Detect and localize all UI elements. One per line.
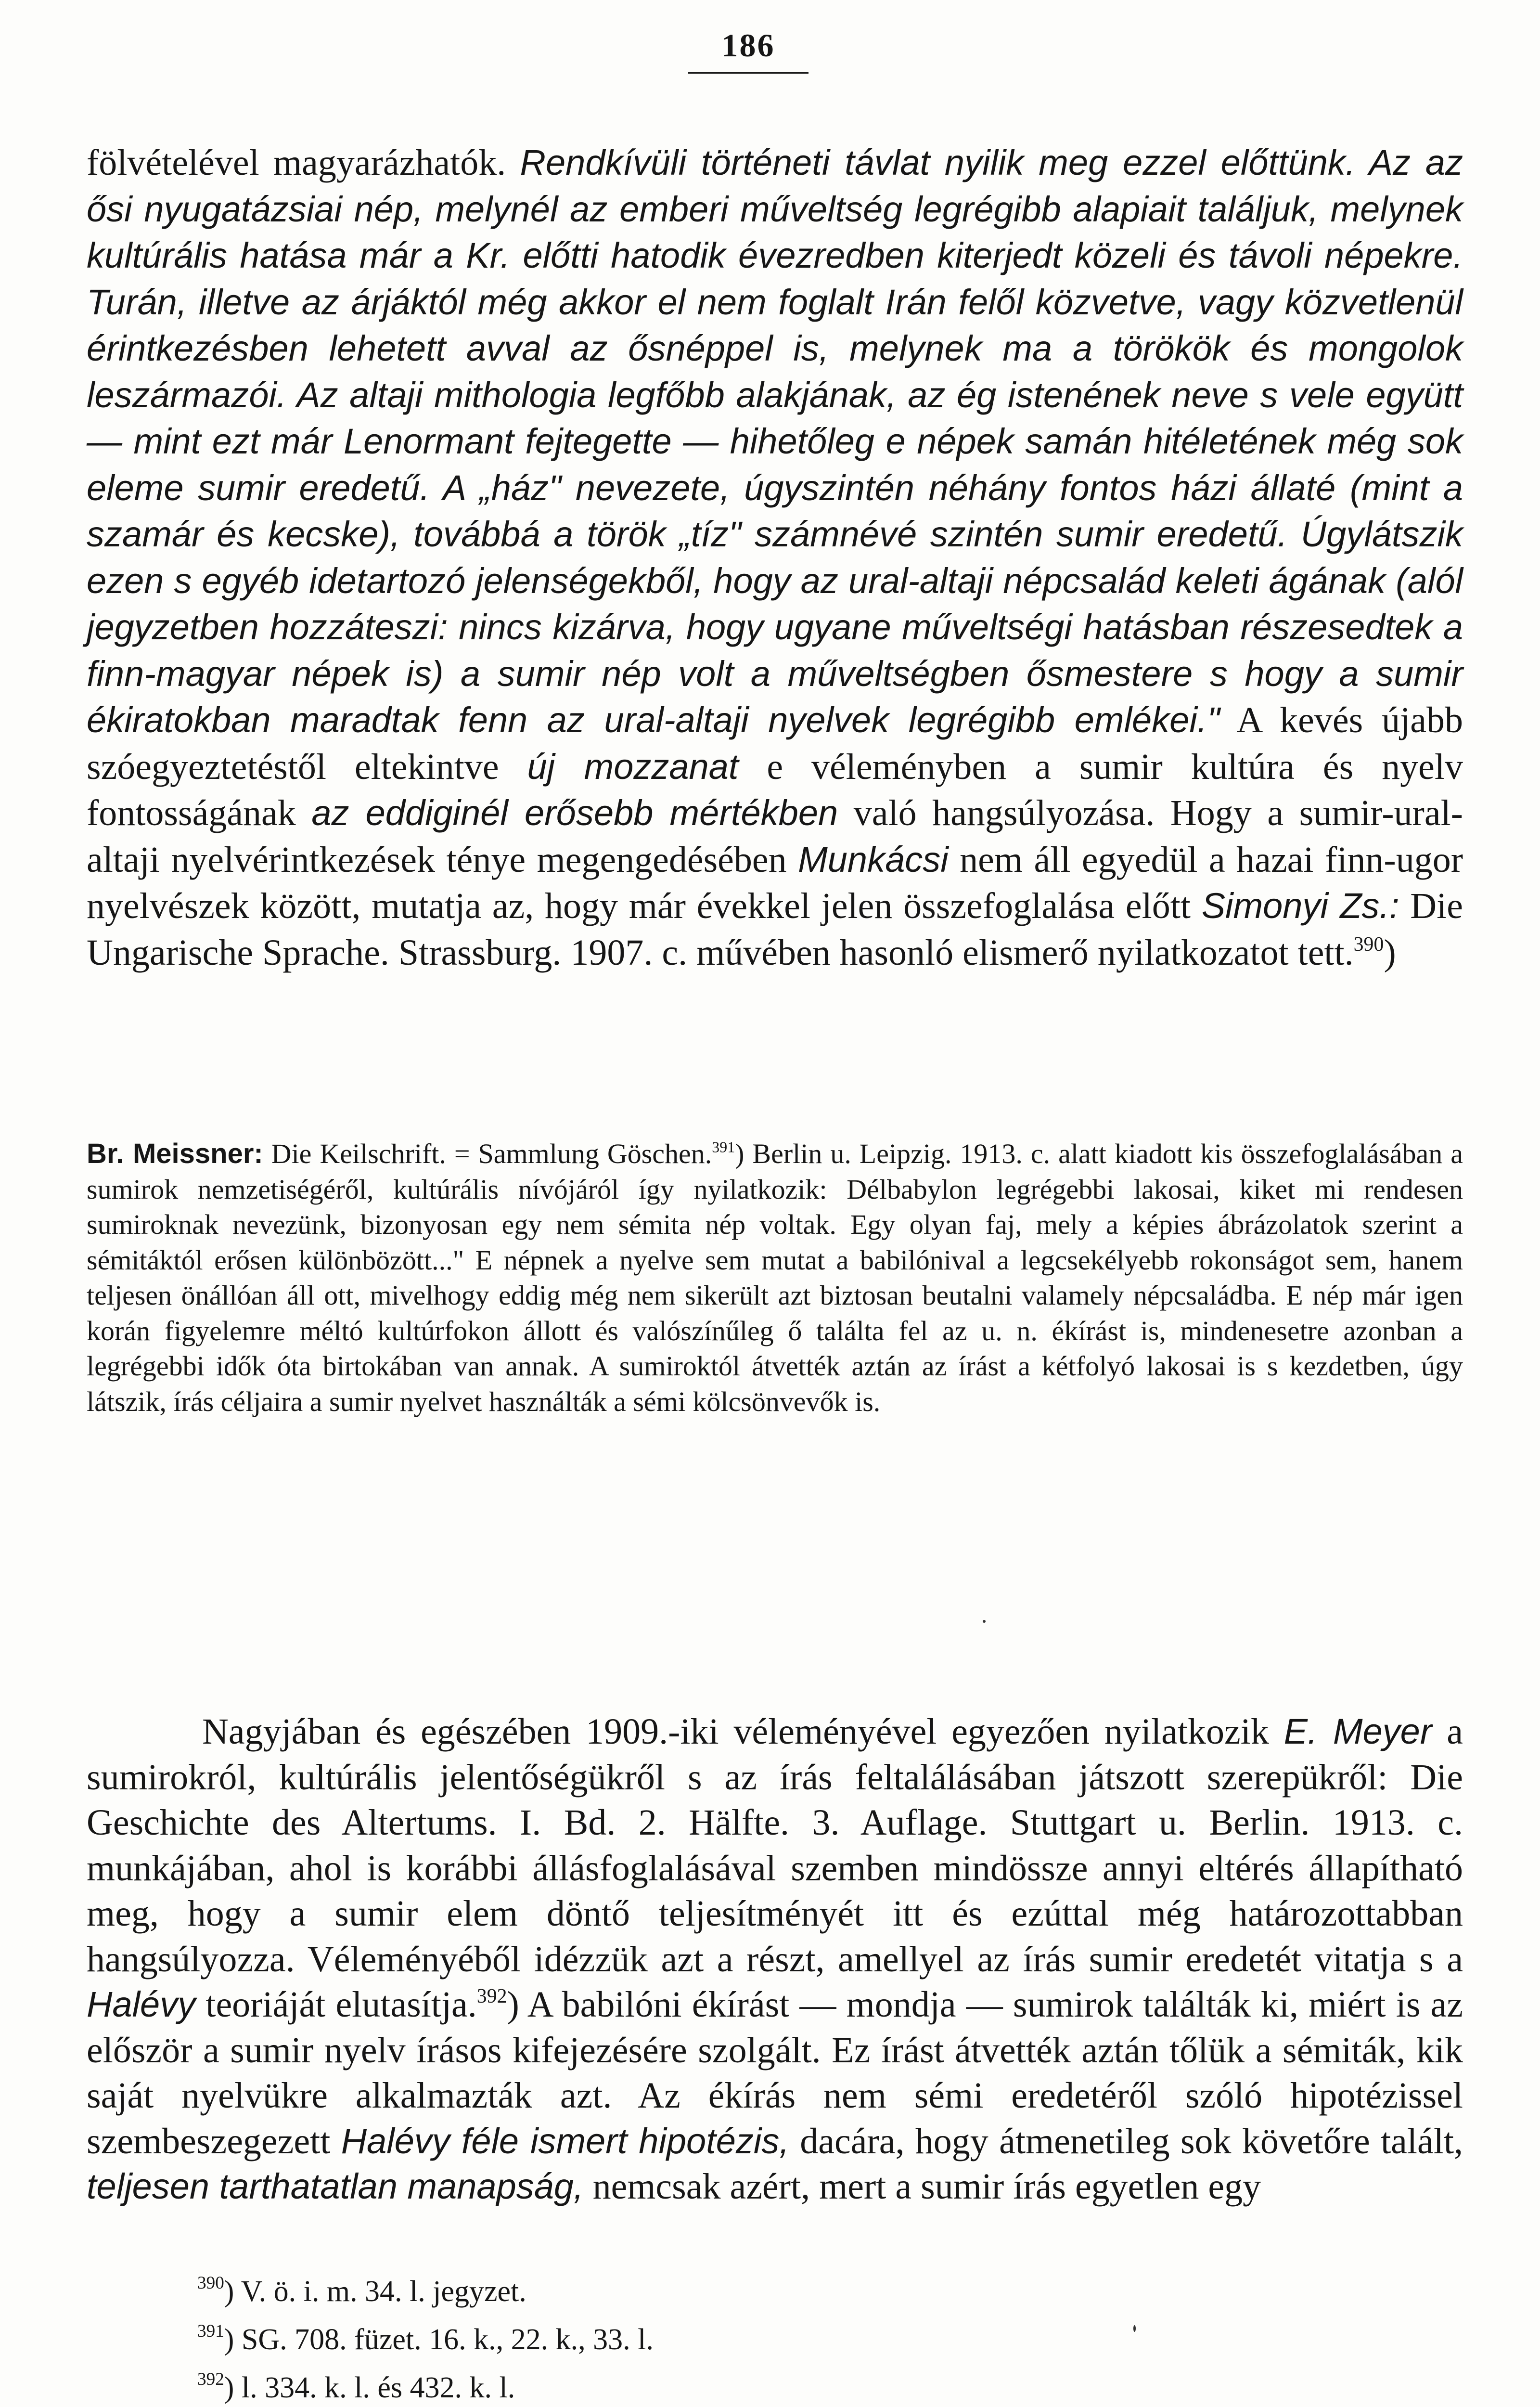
text-run: ) A babilóni ékírást — mondja — sumirok találták ki, miért is az először a sumir nyelv írásos kifejezésére szolgált. Ez írást átvették aztán tőlük a sémiták, kik saját nyelvükre alkalmazták azt. Az ékírás nem sémi eredetéről szóló hipotézissel szembeszegezett [87, 1984, 1463, 2161]
scan-speck [983, 1620, 986, 1623]
text-run: a sumirokról, kultúrális jelentőségükről s az írás feltalálásában játszott szerepükről: Die Geschichte des Altertums. I. Bd. 2. Hälfte. 3. Auflage. Stuttgart u. Berlin. 1913. c. munkájában, ahol is korábbi állásfoglalásával szemben mindössze annyi eltérés állapítható meg, hogy a sumir elem döntő teljesítményét itt és ezúttal még határozottabban hangsúlyozza. Véleményéből idézzük azt a részt, amellyel az írás sumir eredetét vitatja s a [87, 1711, 1463, 1980]
paragraph-meyer [87, 1709, 1463, 2210]
page-number-underline [688, 72, 808, 74]
paragraph-main-quote [87, 140, 1463, 976]
footnote-ref: 392 [476, 1985, 507, 2007]
italic-emphasis: az eddiginél erősebb mértékben [311, 793, 838, 833]
footnotes [197, 2267, 654, 2407]
text-run: nemcsak azért, mert a sumir írás egyetlen egy [583, 2166, 1261, 2207]
footnote-ref: 391 [712, 1139, 735, 1156]
italic-emphasis: új mozzanat [527, 746, 739, 787]
text-run: dacára, hogy átmenetileg sok követőre talált, [789, 2121, 1463, 2161]
text-run: ) Berlin u. Leipzig. 1913. c. alatt kiadott kis összefoglalásában a sumirok nemzetiségéről, kultúrális nívójáról így nyilatkozik: Délbabylon legrégebbi lakosai, kiket mi rendesen sumiroknak nevezünk, bizonyosan egy nem sémita nép voltak. Egy olyan faj, mely a képies ábrázolatok szerint a sémitáktól erősen különbözött..." E népnek a nyelve sem mutat a babilónival a legcsekélyebb rokonságot sem, hanem teljesen önállóan áll ott, mivelhogy eddig még nem sikerült azt biztosan beutalni valamely népcsaládba. E nép már igen korán figyelemre méltó kultúrfokon állott és valószínűleg ő találta fel az u. n. ékírást is, mindenesetre azonban a legrégebbi idők óta birtokában van annak. A sumiroktól átvették aztán az írást a kétfolyó lakosai is s kezdetben, úgy látszik, írás céljaira a sumir nyelvet használták a sémi kölcsönvevők is. [87, 1138, 1463, 1417]
paragraph-meissner-citation [87, 1136, 1463, 1419]
text-run: Nagyjában és egészében 1909.-iki véleményével egyezően nyilatkozik [202, 1711, 1284, 1752]
footnote-number: 392 [197, 2369, 224, 2389]
text-run: ) [1384, 932, 1396, 973]
text-run: nem áll egyedül a hazai finn-ugor nyelvészek között, mutatja az, hogy már évekkel jelen összefoglalása előtt [87, 839, 1463, 926]
footnote-text: ) V. ö. i. m. 34. l. jegyzet. [224, 2275, 526, 2308]
text-run: e véleményben a sumir kultúra és nyelv fontosságának [87, 746, 1463, 833]
text-run: teoriáját elutasítja. [195, 1984, 477, 2025]
footnote-ref: 390 [1353, 933, 1384, 956]
footnote-number: 390 [197, 2273, 224, 2293]
footnote-number: 391 [197, 2321, 224, 2341]
italic-emphasis: Halévy féle ismert hipotézis, [341, 2121, 789, 2161]
footnote-text: ) l. 334. k. l. és 432. k. l. [224, 2371, 515, 2404]
italic-emphasis: teljesen tarthatatlan manapság, [87, 2166, 584, 2206]
italic-author-name: Simonyi Zs.: [1201, 886, 1399, 926]
text-run: való hangsúlyozása. Hogy a sumir-ural-altaji nyelvérintkezések ténye megengedésében [87, 793, 1463, 880]
text-run: Die Keilschrift. = Sammlung Göschen. [263, 1138, 712, 1169]
scan-speck [1133, 2325, 1136, 2332]
italic-author-name: Halévy [87, 1984, 196, 2024]
text-run: A kevés újabb szóegyeztetéstől eltekintve [87, 700, 1463, 787]
footnote-390 [197, 2267, 654, 2316]
italic-author-name: E. Meyer [1283, 1711, 1432, 1751]
footnote-391 [197, 2316, 654, 2364]
cited-author: Br. Meissner: [87, 1138, 263, 1169]
text-run: fölvételével magyarázhatók. [87, 142, 520, 183]
page-number: 186 [721, 27, 775, 64]
footnote-392 [197, 2364, 654, 2407]
text-run: Die Ungarische Sprache. Strassburg. 1907. c. művében hasonló elismerő nyilatkozatot tett. [87, 886, 1463, 973]
italic-quotation: Rendkívüli történeti távlat nyilik meg ezzel előttünk. Az az ősi nyugatázsiai nép, melynél az emberi műveltség legrégibb alapiait találjuk, melynek kultúrális hatása már a Kr. előtti hatodik évezredben kiterjedt közeli és távoli népekre. Turán, illetve az árjáktól még akkor el nem foglalt Irán felől közvetve, vagy közvetlenül érintkezésben lehetett avval az ősnéppel is, melynek ma a törökök és mongolok leszármazói. Az altaji mithologia legfőbb alakjának, az ég istenének neve s vele együtt — mint ezt már Lenormant fejtegette — hihetőleg e népek samán hitéletének még sok eleme sumir eredetű. A „ház" nevezete, úgyszintén néhány fontos házi állaté (mint a szamár és kecske), továbbá a török „tíz" számnévé szintén sumir eredetű. Úgylátszik ezen s egyéb idetartozó jelenségekből, hogy az ural-altaji népcsalád keleti ágának (alól jegyzetben hozzáteszi: nincs kizárva, hogy ugyane műveltségi hatásban részesedtek a finn-magyar népek is) a sumir nép volt a műveltségben ősmestere s hogy a sumir ékiratokban maradtak fenn az ural-altaji nyelvek legrégibb emlékei." [87, 142, 1463, 740]
footnote-text: ) SG. 708. füzet. 16. k., 22. k., 33. l. [224, 2323, 654, 2356]
italic-author-name: Munkácsi [798, 839, 949, 880]
